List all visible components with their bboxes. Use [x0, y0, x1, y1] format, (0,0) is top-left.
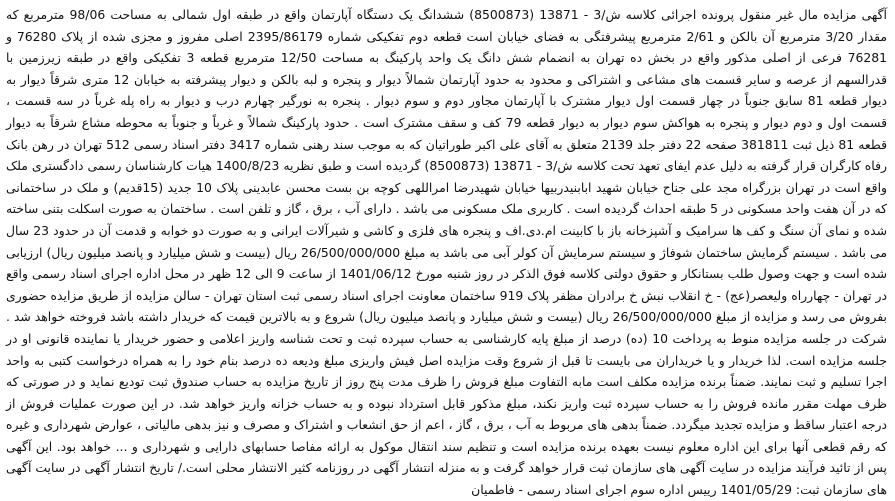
auction-notice-text: آگهی مزایده مال غیر منقول پرونده اجرائی کلاسه ش/3 - 13871 (8500873) ششدانگ یک دستگاه آپارتمان واقع در طبقه اول شمالی به مساحت 98/06 مترمربع که مقدار 3/20 مترمربع آن بالکن و 2/61 مترمربع پیشرفتگی به فضای خیابان است قطعه دوم تفکیکی شماره 2395/86179 اصلی مفروز و مجزی شده از پلاک 76280 و 76281 فرعی از اصلی مذکور واقع در بخش ده تهران به انضمام شش دانگ یک واحد پارکینگ به مساحت 12/50 مترمربع قطعه 3 تفکیکی واقع در طبقه زیرزمین با قدرالسهم از عرصه و سایر قسمت های مشاعی و اشتراکی و محدود به حدود آپارتمان شمالاً دیوار و پنجره و لبه بالکن و دیوار پیشرفته به خیابان 12 متری شرقاً دیوار به دیوار قطعه 81 سابق جنوباً در چهار قسمت اول دیوار مشترک با آپارتمان مجاور دوم و سوم دیوار . پنجره به نورگیر چهارم درب و دیوار به راه پله غرباً در سه قسمت ، قسمت اول و دوم دیوار و پنجره به هواکش سوم دیوار به دیوار قطعه 79 کف و سقف مشترک است . حدود پارکینگ شمالاً و غرباً و جنوباً به محوطه مشاع شرقاً به دیوار قطعه 81 ذیل ثبت 381811 صفحه 22 دفتر جلد 2139 متعلق به آقای علی اکبر طوراتیان که به موجب سند رهنی شماره 3417 دفتر اسناد رسمی 512 تهران در رهن بانک رفاه کارگران قرار گرفته به دلیل عدم ایفای تعهد تحت کلاسه ش/3 - 13871 (8500873) گردیده است و طبق نظریه 1400/8/23 هیات کارشناسان رسمی دادگستری ملک واقع است در تهران بزرگراه مجد علی جناح خیابان شهید ابابنیدربیها خیابان شهیدرضا امراللهی کوچه بن بست محسن عابدینی پلاک 10 جدید (15قدیم) و ملک در ساختمانی که در آن هفت واحد مسکونی در 5 طبقه احداث گردیده است . کاربری ملک مسکونی می باشد . دارای آب ، برق ، گاز و تلفن است . ساختمان به صورت اسکلت بتنی ساخته شده و نمای آن سنگ و کف ها سرامیک و آشپزخانه باز با کابینت ام.دی.اف و پنجره های فلزی و کاشی و شیرآلات ایرانی و به صورت دو خوابه و قدمت آن در حدود 23 سال می باشد . سیستم گرمایش ساختمان شوفاژ و سیستم سرمایش آن کولر آبی می باشد به مبلغ 26/500/000/000 ریال (بیست و شش میلیارد و پانصد میلیون ریال) ارزیابی شده است و جهت وصول طلب بستانکار و حقوق دولتی کلاسه فوق الذکر در روز شنبه مورخ 1401/06/12 از ساعت 9 الی 12 ظهر در محل اداره اجرای اسناد رسمی واقع در تهران - چهارراه ولیعصر(عج) - خ انقلاب نبش خ برادران مظفر پلاک 919 ساختمان معاونت اجرای اسناد رسمی ثبت استان تهران - سالن مزایده از طریق مزایده حضوری بفروش می رسد و مزایده از مبلغ 26/500/000/000 ریال (بیست و شش میلیارد و پانصد میلیون ریال) شروع و به بالاترین قیمت که خریدار داشته باشد فروخته خواهد شد . شرکت در جلسه مزایده منوط به پرداخت 10 (ده) درصد از مبلغ پایه کارشناسی به حساب سپرده ثبت و تحت شناسه واریز اعلامی و حضور خریدار یا نماینده قانونی او در جلسه مزایده است. لذا خریدار و یا خریداران می بایست تا قبل از شروع وقت مزایده اصل فیش واریزی مبلغ ودیعه ده درصد بنام خود را به همراه درخواست کتبی به واحد اجرا تسلیم و ثبت نمایند. ضمناً برنده مزایده مکلف است مابه التفاوت مبلغ فروش را ظرف مدت پنج روز از تاریخ مزایده به حساب صندوق ثبت تودیع نماید و در صورتی که ظرف مهلت مقرر مانده فروش را به حساب سپرده ثبت واریز نکند، مبلغ مذکور قابل استرداد نبوده و به حساب خزانه واریز خواهد شد. در این صورت عملیات فروش از درجه اعتبار ساقط و مزایده تجدید میگردد. ضمناً بدهی های مربوط به آب ، برق ، گاز ، اعم از حق انشعاب و اشتراک و مصرف و نیز بدهی مالیاتی ، عوارض شهرداری و غیره که رقم قطعی آنها برای این اداره معلوم نیست بعهده برنده مزایده است و تنظیم سند انتقال موکول به ارائه مفاصا حسابهای دارایی و شهرداری و ... خواهد بود. این آگهی پس از تائید فرآیند مزایده در سایت آگهی های سازمان ثبت قرار خواهد گرفت و به منزله انتشار آگهی در روزنامه کثیر الانتشار محلی است./ تاریخ انتشار آگهی در سایت آگهی های سازمان ثبت: 1401/05/29 رییس اداره سوم اجرای اسناد رسمی - فاطمیان: [6, 7, 888, 498]
